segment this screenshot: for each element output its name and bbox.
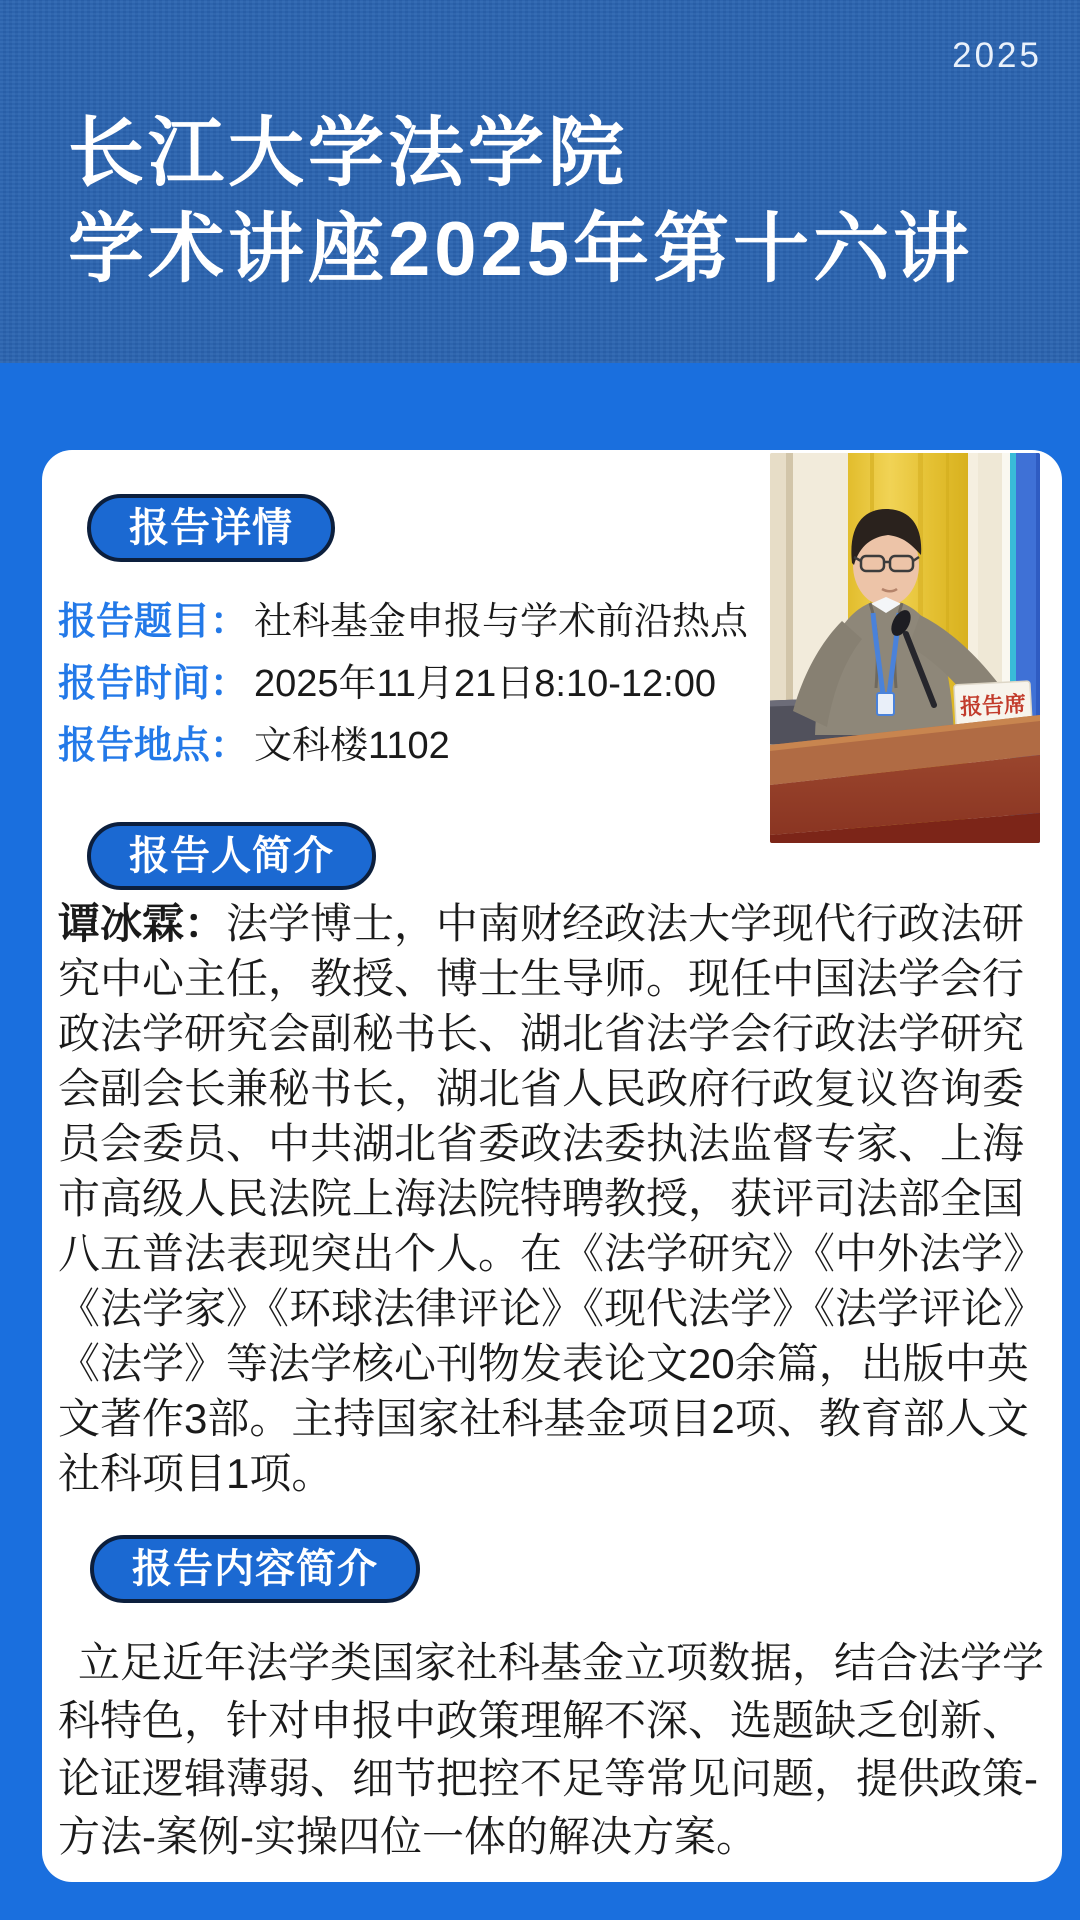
info-rows: [58, 591, 748, 777]
badge: [877, 693, 894, 715]
row-label: 报告地点：: [58, 725, 249, 767]
podium-sign-text: 报告席: [959, 691, 1027, 720]
info-row-topic: [58, 591, 748, 653]
poster-card: [42, 450, 1062, 1882]
info-row-time: [58, 653, 748, 715]
content-section-pill: 报告内容简介: [90, 1535, 420, 1603]
title-line-1: 长江大学法学院: [68, 111, 628, 196]
page-title: [68, 106, 973, 298]
row-value: 2025年11月21日8:10-12:00: [254, 663, 716, 705]
row-label: 报告时间：: [58, 663, 249, 705]
row-value: 社科基金申报与学术前沿热点: [254, 601, 749, 643]
title-line-2: 学术讲座2025年第十六讲: [68, 207, 974, 292]
details-section-pill: 报告详情: [87, 494, 335, 562]
speaker-name: 谭冰霖：: [58, 900, 227, 947]
speaker-bio-paragraph: [58, 896, 1046, 1501]
speaker-section-pill: 报告人简介: [87, 822, 376, 890]
row-label: 报告题目：: [58, 601, 249, 643]
content-paragraph: 立足近年法学类国家社科基金立项数据，结合法学学科特色，针对申报中政策理解不深、选题缺乏创新、论证逻辑薄弱、细节把控不足等常见问题，提供政策-方法-案例-实操四位一体的解决方案。: [58, 1639, 1045, 1860]
header-band: [0, 0, 1080, 363]
speaker-bio-text: 法学博士，中南财经政法大学现代行政法研究中心主任，教授、博士生导师。现任中国法学会行政法学研究会副秘书长、湖北省法学会行政法学研究会副会长兼秘书长，湖北省人民政府行政复议咨询委员会委员、中共湖北省委政法委执法监督专家、上海市高级人民法院上海法院特聘教授，获评司法部全国八五普法表现突出个人。在《法学研究》《中外法学》《法学家》《环球法律评论》《现代法学》《法学评论》《法学》等法学核心刊物发表论文20余篇，出版中英文著作3部。主持国家社科基金项目2项、教育部人文社科项目1项。: [58, 900, 1046, 1497]
speaker-photo: [770, 453, 1040, 843]
info-row-location: [58, 715, 748, 777]
row-value: 文科楼1102: [254, 725, 450, 767]
year-label: 2025: [952, 36, 1042, 75]
